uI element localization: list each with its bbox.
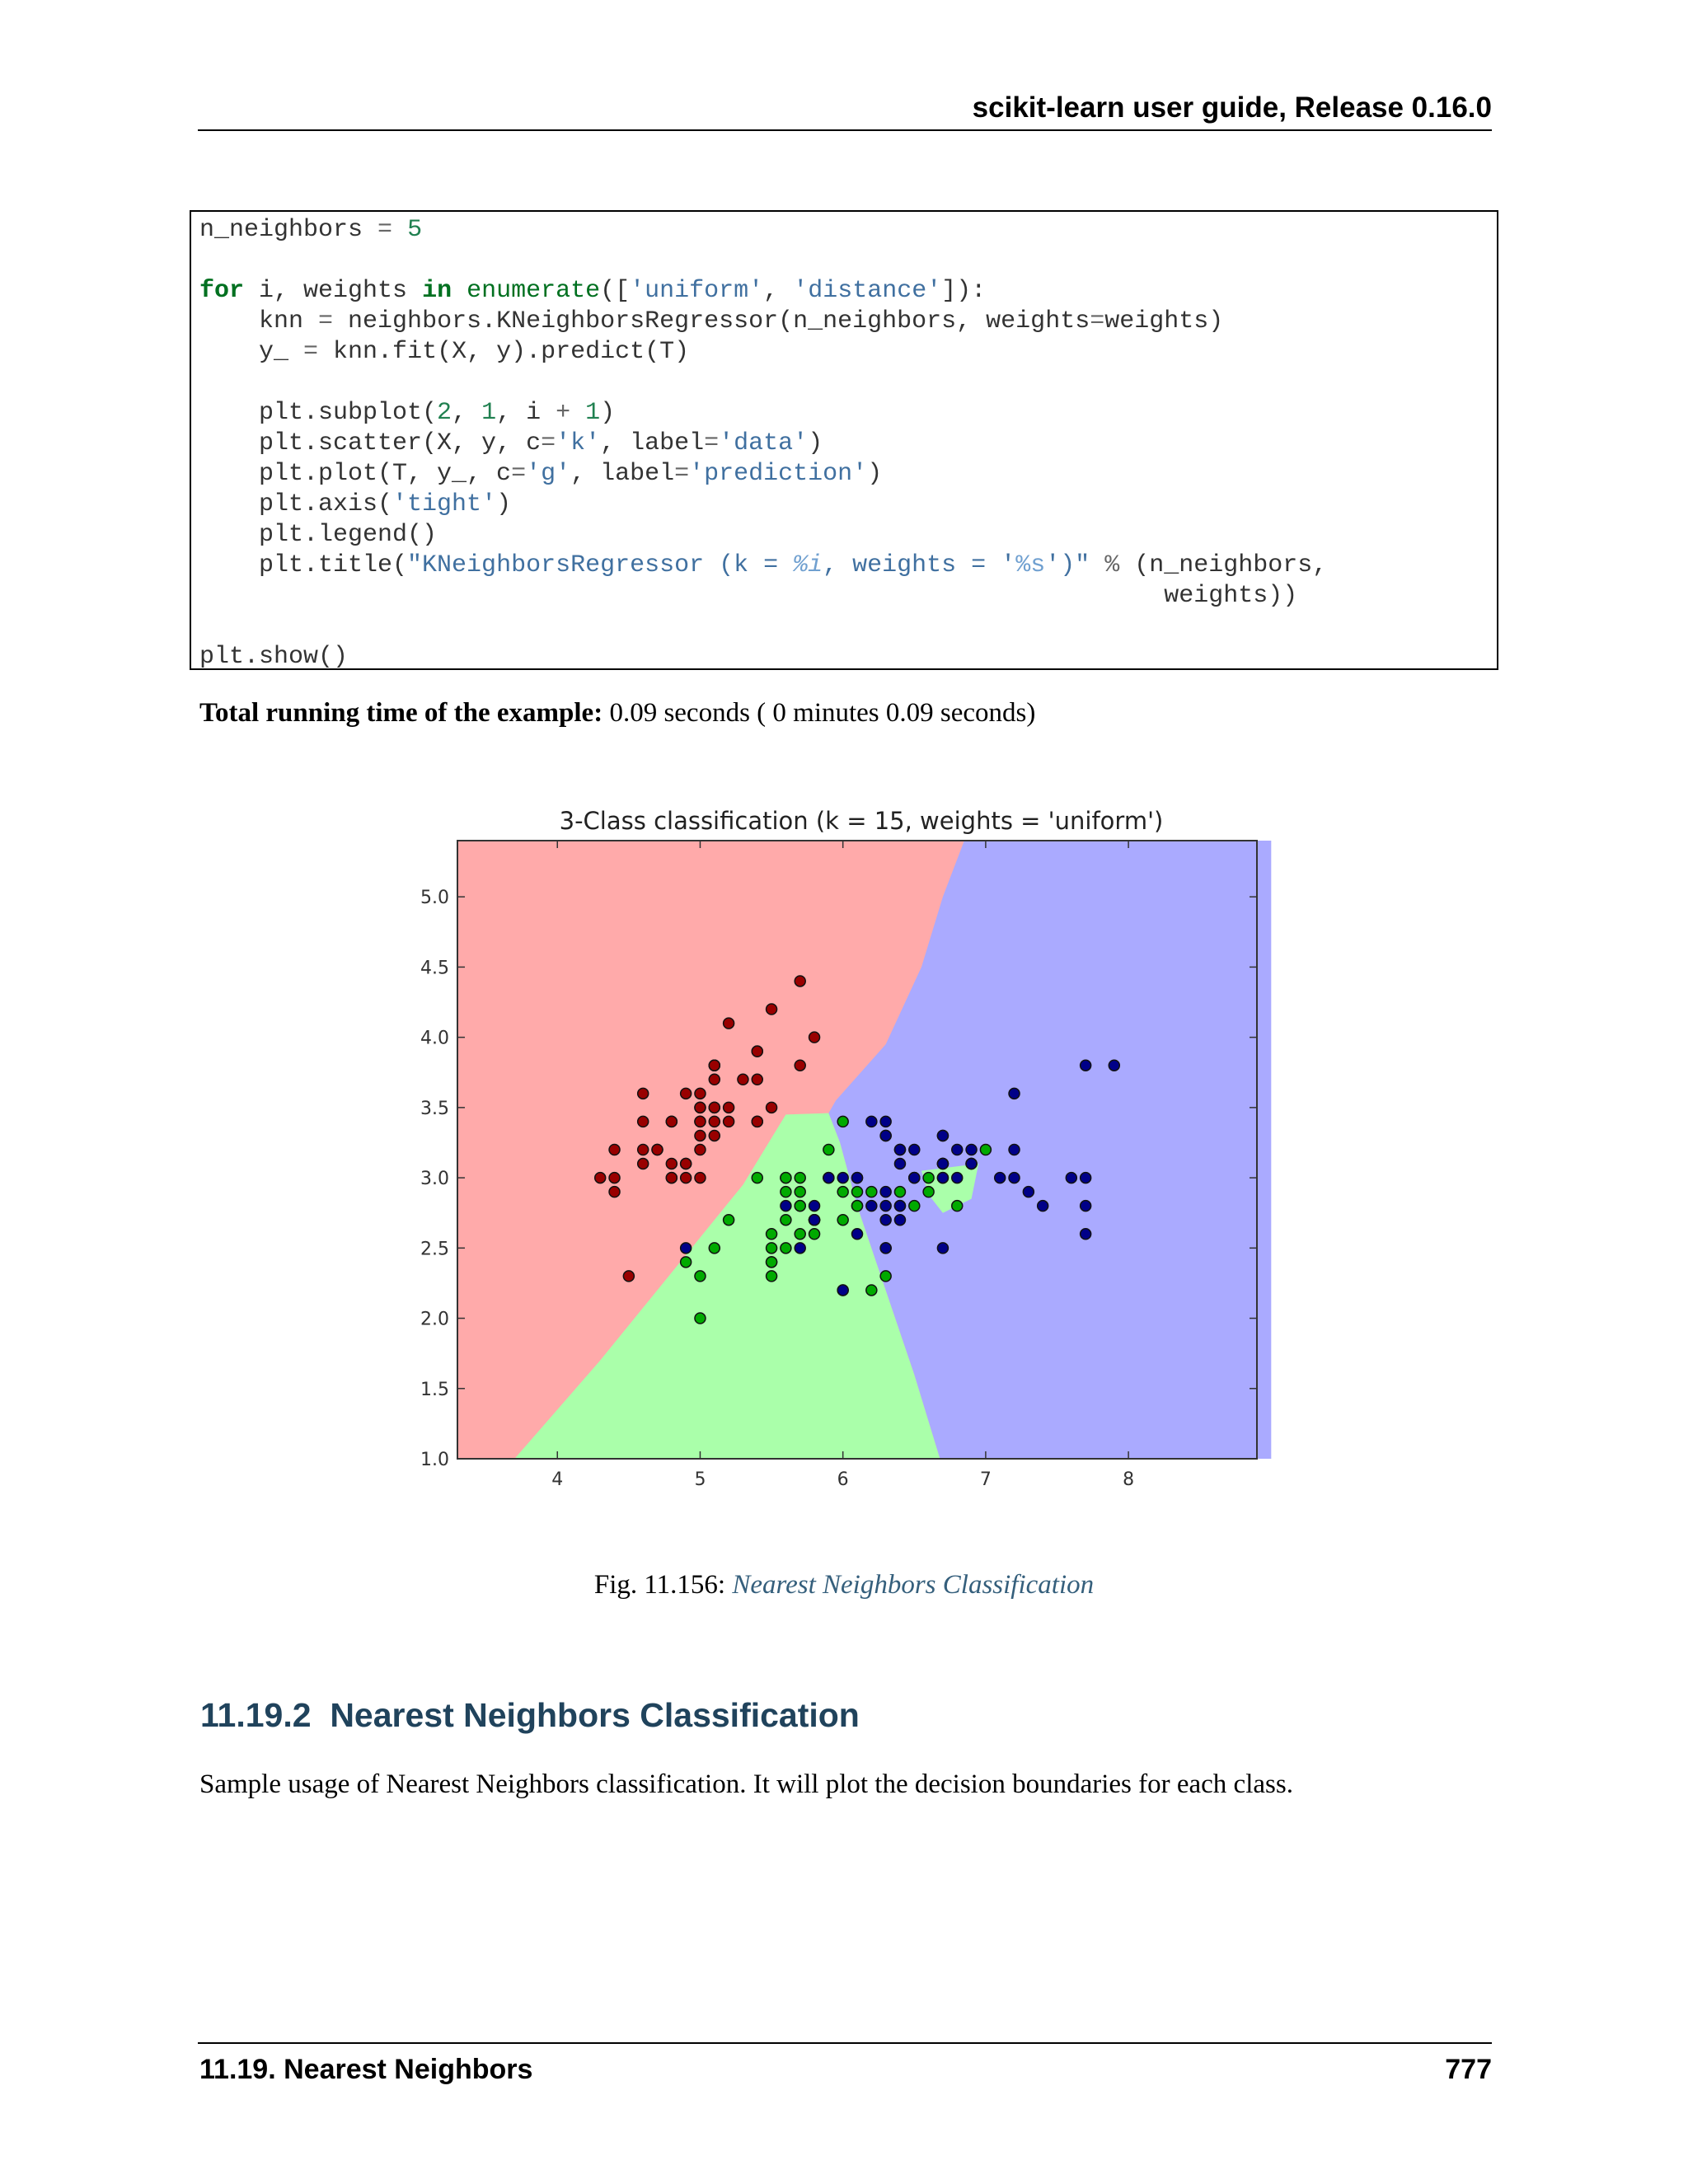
data-point-class-2 [837,1173,848,1183]
data-point-class-2 [1009,1173,1020,1183]
data-point-class-0 [709,1130,720,1141]
data-point-class-0 [795,976,805,987]
y-tick-label: 3.0 [420,1169,449,1190]
x-tick-label: 4 [551,1469,564,1490]
header-rule [198,129,1492,131]
data-point-class-0 [738,1074,748,1085]
data-point-class-1 [837,1215,848,1226]
section-number: 11.19.2 [200,1696,312,1734]
data-point-class-1 [795,1173,805,1183]
data-point-class-2 [880,1130,891,1141]
data-point-class-0 [695,1145,706,1155]
data-point-class-1 [781,1173,791,1183]
data-point-class-0 [681,1173,692,1183]
data-point-class-0 [709,1116,720,1127]
y-tick-label: 1.0 [420,1450,449,1470]
x-tick-label: 5 [694,1469,706,1490]
data-point-class-2 [995,1173,1006,1183]
data-point-class-2 [880,1215,891,1226]
y-tick-label: 5.0 [420,888,449,909]
code-line-11: weights)) [199,582,1298,610]
data-point-class-1 [724,1215,734,1226]
data-point-class-0 [795,1060,805,1071]
data-point-class-1 [767,1229,777,1240]
data-point-class-0 [767,1004,777,1015]
data-point-class-2 [880,1201,891,1212]
code-block [190,210,1498,670]
data-point-class-1 [781,1187,791,1197]
data-point-class-2 [937,1159,948,1169]
data-point-class-1 [894,1187,905,1197]
data-point-class-0 [666,1173,677,1183]
data-point-class-1 [837,1116,848,1127]
data-point-class-2 [781,1201,791,1212]
data-point-class-0 [595,1173,606,1183]
y-tick-label: 1.5 [420,1379,449,1400]
data-point-class-2 [880,1187,891,1197]
y-tick-label: 4.0 [420,1028,449,1049]
data-point-class-2 [894,1145,905,1155]
data-point-class-2 [823,1173,834,1183]
code-line-4: y_ = knn.fit(X, y).predict(T) [199,338,690,366]
data-point-class-1 [837,1187,848,1197]
data-point-class-2 [866,1116,877,1127]
data-point-class-1 [866,1187,877,1197]
footer-rule [198,2042,1492,2044]
data-point-class-0 [638,1116,649,1127]
data-point-class-2 [937,1173,948,1183]
data-point-class-2 [852,1173,863,1183]
data-point-class-2 [880,1116,891,1127]
data-point-class-2 [880,1243,891,1254]
data-point-class-2 [1023,1187,1034,1197]
data-point-class-0 [809,1032,820,1043]
code-line-7: plt.plot(T, y_, c='g', label='prediction') [199,460,883,488]
data-point-class-2 [1081,1201,1091,1212]
data-point-class-0 [681,1088,692,1099]
data-point-class-1 [681,1257,692,1268]
data-point-class-2 [837,1285,848,1296]
page-number: 777 [1445,2054,1492,2085]
data-point-class-2 [1066,1173,1076,1183]
data-point-class-2 [1081,1229,1091,1240]
data-point-class-2 [894,1159,905,1169]
data-point-class-1 [795,1187,805,1197]
running-header: scikit-learn user guide, Release 0.16.0 [972,91,1492,124]
code-line-2: for i, weights in enumerate(['uniform', 'distance']): [199,277,987,305]
data-point-class-0 [638,1159,649,1169]
data-point-class-0 [752,1074,762,1085]
data-point-class-0 [609,1145,620,1155]
data-point-class-1 [923,1187,934,1197]
code-text [199,215,1327,673]
data-point-class-2 [894,1201,905,1212]
code-line-12: plt.show() [199,643,349,671]
data-point-class-0 [752,1046,762,1057]
data-point-class-1 [952,1201,963,1212]
data-point-class-0 [752,1116,762,1127]
x-tick-label: 8 [1123,1469,1135,1490]
data-point-class-1 [909,1201,920,1212]
data-point-class-2 [966,1159,977,1169]
y-tick-label: 3.5 [420,1098,449,1119]
data-point-class-0 [652,1145,663,1155]
section-heading [200,1694,860,1736]
footer-section: 11.19. Nearest Neighbors [199,2054,533,2085]
x-tick-label: 7 [979,1469,992,1490]
data-point-class-2 [909,1145,920,1155]
data-point-class-1 [980,1145,991,1155]
data-point-class-1 [923,1173,934,1183]
caption-link[interactable]: Nearest Neighbors Classification [732,1570,1095,1600]
code-line-10: plt.title("KNeighborsRegressor (k = %i, weights = '%s')" % (n_neighbors, [199,551,1328,579]
data-point-class-2 [1009,1088,1020,1099]
data-point-class-1 [695,1271,706,1282]
data-point-class-2 [1081,1060,1091,1071]
data-point-class-1 [695,1313,706,1324]
data-point-class-0 [638,1145,649,1155]
code-line-8: plt.axis('tight') [199,490,512,518]
data-point-class-0 [724,1102,734,1113]
code-line-5: plt.subplot(2, 1, i + 1) [199,399,616,427]
data-point-class-2 [852,1229,863,1240]
data-point-class-2 [795,1243,805,1254]
data-point-class-0 [623,1271,634,1282]
data-point-class-0 [724,1018,734,1029]
caption-prefix: Fig. 11.156: [593,1570,733,1600]
data-point-class-0 [709,1102,720,1113]
data-point-class-0 [695,1102,706,1113]
data-point-class-0 [681,1159,692,1169]
data-point-class-0 [666,1116,677,1127]
data-point-class-0 [767,1102,777,1113]
data-point-class-1 [795,1229,805,1240]
chart-title: 3-Class classification (k = 15, weights = 'uniform') [559,807,1164,835]
code-line-3: knn = neighbors.KNeighborsRegressor(n_neighbors, weights=weights) [199,307,1224,335]
running-time [199,696,1035,729]
data-point-class-1 [852,1201,863,1212]
data-point-class-0 [609,1187,620,1197]
data-point-class-0 [695,1088,706,1099]
data-point-class-2 [909,1173,920,1183]
data-point-class-1 [880,1271,891,1282]
y-tick-label: 2.5 [420,1239,449,1260]
code-line-blank-3 [199,612,1327,642]
data-point-class-0 [666,1159,677,1169]
code-line-blank-2 [199,368,1327,398]
data-point-class-2 [894,1215,905,1226]
data-point-class-0 [695,1116,706,1127]
code-line-9: plt.legend() [199,521,438,549]
data-point-class-2 [1038,1201,1048,1212]
code-line-1: n_neighbors = 5 [199,216,423,244]
data-point-class-1 [823,1145,834,1155]
running-time-label: Total running time of the example: [199,698,603,728]
data-point-class-1 [709,1243,720,1254]
figure-caption [0,1568,1688,1601]
data-point-class-2 [937,1243,948,1254]
x-tick-label: 6 [837,1469,849,1490]
data-point-class-2 [866,1201,877,1212]
data-point-class-0 [695,1130,706,1141]
data-point-class-2 [1109,1060,1119,1071]
data-point-class-2 [952,1173,963,1183]
data-point-class-0 [638,1088,649,1099]
data-point-class-1 [781,1243,791,1254]
body-paragraph: Sample usage of Nearest Neighbors classification. It will plot the decision boundaries for each class. [199,1769,1293,1799]
code-line-blank-1 [199,246,1327,276]
data-point-class-0 [709,1074,720,1085]
data-point-class-1 [767,1243,777,1254]
data-point-class-0 [709,1060,720,1071]
code-line-6: plt.scatter(X, y, c='k', label='data') [199,429,823,457]
data-point-class-2 [952,1145,963,1155]
figure [396,798,1286,1523]
data-point-class-1 [781,1215,791,1226]
data-point-class-0 [609,1173,620,1183]
y-tick-label: 2.0 [420,1309,449,1330]
data-point-class-1 [767,1257,777,1268]
data-point-class-1 [795,1201,805,1212]
classification-chart [396,798,1286,1523]
data-point-class-2 [966,1145,977,1155]
decision-regions [457,841,1271,1459]
running-time-value: 0.09 seconds ( 0 minutes 0.09 seconds) [609,698,1036,728]
data-point-class-1 [866,1285,877,1296]
data-point-class-2 [681,1243,692,1254]
data-point-class-1 [752,1173,762,1183]
data-point-class-2 [1009,1145,1020,1155]
data-point-class-0 [724,1116,734,1127]
data-point-class-1 [852,1187,863,1197]
y-tick-label: 4.5 [420,958,449,979]
data-point-class-1 [809,1229,820,1240]
section-title: Nearest Neighbors Classification [330,1696,860,1734]
data-point-class-1 [767,1271,777,1282]
data-point-class-2 [1081,1173,1091,1183]
data-point-class-0 [695,1173,706,1183]
data-point-class-2 [937,1130,948,1141]
data-point-class-2 [809,1201,820,1212]
data-point-class-2 [809,1215,820,1226]
